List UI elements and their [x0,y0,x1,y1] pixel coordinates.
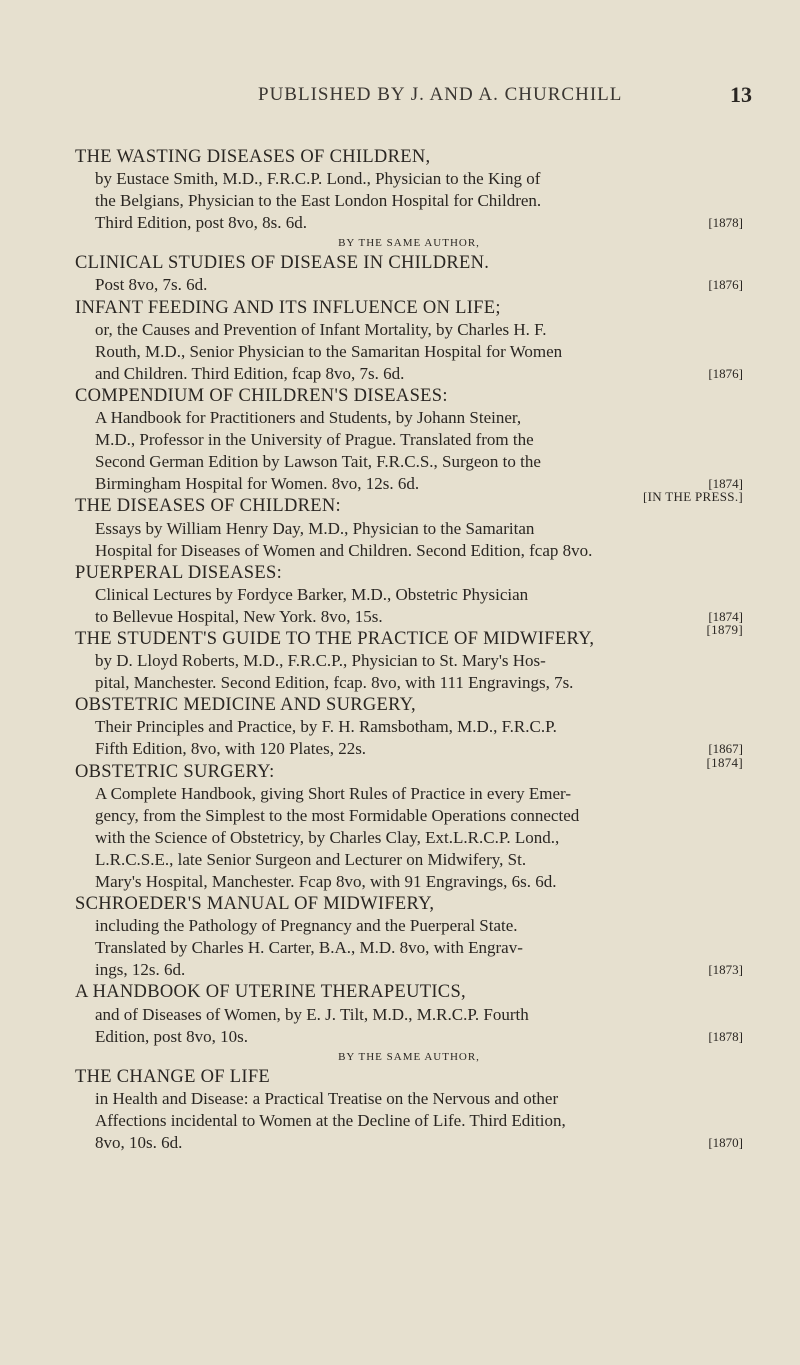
entry-title [75,754,743,783]
catalogue-entry [75,893,743,981]
entry-description-text: Post 8vo, 7s. 6d. [95,275,208,295]
entry-description-line [75,716,743,738]
entry-description-text: Their Principles and Practice, by F. H. Ramsbotham, M.D., F.R.C.P. [95,717,557,737]
entry-title [75,621,743,650]
entry-description-text: or, the Causes and Prevention of Infant Mortality, by Charles H. F. [95,319,547,339]
entry-title [75,981,743,1003]
entry-description-line [75,451,743,473]
entry-description-text: Essays by William Henry Day, M.D., Physician to the Samaritan [95,518,535,538]
entry-description-line [75,168,743,190]
catalogue-entries [75,146,743,1154]
entry-title-text: THE CHANGE OF LIFE [75,1066,271,1087]
entry-description-line [75,190,743,212]
entry-description-text: A Complete Handbook, giving Short Rules of Practice in every Emer- [95,783,572,803]
entry-title-text: SCHROEDER'S MANUAL OF MIDWIFERY, [75,894,435,915]
entry-description-text: Translated by Charles H. Carter, B.A., M.D. 8vo, with Engrav- [95,938,523,958]
entry-description-line [75,584,743,606]
entry-title [75,694,743,716]
entry-year: [1879] [706,621,743,637]
entry-description-line [75,738,743,760]
entry-description-text: Birmingham Hospital for Women. 8vo, 12s. 6d. [95,474,420,494]
entry-title [75,385,743,407]
catalogue-entry [75,252,743,296]
entry-description-text: with the Science of Obstetricy, by Charles Clay, Ext.L.R.C.P. Lond., [95,827,560,847]
entry-description-line [75,429,743,451]
entry-year: [1867] [708,741,743,757]
author-note: BY THE SAME AUTHOR, [338,1050,480,1063]
entry-year: [1876] [708,277,743,293]
entry-description-text: and of Diseases of Women, by E. J. Tilt, M.D., M.R.C.P. Fourth [95,1004,529,1024]
entry-description-line [75,915,743,937]
entry-description-text: 8vo, 10s. 6d. [95,1133,183,1153]
entry-description-text: Affections incidental to Women at the Decline of Life. Third Edition, [95,1110,566,1130]
entry-description-text: by D. Lloyd Roberts, M.D., F.R.C.P., Physician to St. Mary's Hos- [95,651,546,671]
entry-description-line [75,341,743,363]
entry-year: [IN THE PRESS.] [643,489,743,505]
entry-description-line [75,518,743,540]
entry-description-text: Second German Edition by Lawson Tait, F.R.C.S., Surgeon to the [95,452,541,472]
entry-title-text: THE STUDENT'S GUIDE TO THE PRACTICE OF MIDWIFERY, [75,628,595,649]
entry-title-text: A HANDBOOK OF UTERINE THERAPEUTICS, [75,982,466,1003]
entry-description-text: M.D., Professor in the University of Prague. Translated from the [95,430,534,450]
catalogue-entry [75,694,743,760]
catalogue-entry [75,385,743,495]
entry-description-text: and Children. Third Edition, fcap 8vo, 7s. 6d. [95,363,405,383]
page-number: 13 [730,82,752,107]
author-note: BY THE SAME AUTHOR, [338,237,480,250]
catalogue-entry [75,146,743,234]
running-title: PUBLISHED BY J. AND A. CHURCHILL [258,84,623,105]
catalogue-entry [75,297,743,385]
entry-description-text: to Bellevue Hospital, New York. 8vo, 15s. [95,606,383,626]
entry-description-text: L.R.C.S.E., late Senior Surgeon and Lecturer on Midwifery, St. [95,849,527,869]
entry-description-line [75,319,743,341]
entry-title [75,252,743,274]
entry-description-line [75,959,743,981]
entry-year: [1876] [708,365,743,381]
entry-description-line [75,606,743,628]
entry-description-line [75,805,743,827]
entry-year: [1870] [708,1135,743,1151]
entry-title-text: OBSTETRIC SURGERY: [75,761,275,782]
entry-description-line [75,650,743,672]
entry-description-line [75,937,743,959]
entry-description-text: gency, from the Simplest to the most Formidable Operations connected [95,805,580,825]
entry-description-text: in Health and Disease: a Practical Treatise on the Nervous and other [95,1088,559,1108]
entry-title-text: CLINICAL STUDIES OF DISEASE IN CHILDREN. [75,253,490,274]
entry-title [75,1066,743,1088]
entry-description-text: Edition, post 8vo, 10s. [95,1026,249,1046]
entry-description-line [75,1088,743,1110]
catalogue-entry [75,621,743,694]
entry-description-text: pital, Manchester. Second Edition, fcap. 8vo, with 111 Engravings, 7s. [95,673,574,693]
entry-description-line [75,540,743,562]
catalogue-entry [75,489,743,561]
entry-title-text: PUERPERAL DISEASES: [75,562,283,583]
entry-year: [1874] [708,608,743,624]
catalogue-entry [75,1066,743,1154]
entry-title-text: INFANT FEEDING AND ITS INFLUENCE ON LIFE; [75,297,501,318]
entry-description-line [75,1132,743,1154]
entry-description-line [75,212,743,234]
entry-description-text: the Belgians, Physician to the East London Hospital for Children. [95,191,542,211]
entry-description-text: ings, 12s. 6d. [95,960,186,980]
entry-description-line [75,1004,743,1026]
entry-description-line [75,274,743,296]
entry-title [75,489,743,517]
entry-description-line [75,1026,743,1048]
entry-year: [1873] [708,962,743,978]
entry-title [75,893,743,915]
entry-year: [1878] [708,1028,743,1044]
entry-description-line [75,827,743,849]
entry-title-text: THE WASTING DISEASES OF CHILDREN, [75,147,431,167]
entry-description-text: including the Pathology of Pregnancy and the Puerperal State. [95,916,518,936]
entry-year: [1878] [708,215,743,231]
entry-description-text: Fifth Edition, 8vo, with 120 Plates, 22s. [95,739,367,759]
entry-description-line [75,407,743,429]
entry-description-text: Mary's Hospital, Manchester. Fcap 8vo, with 91 Engravings, 6s. 6d. [95,872,557,891]
entry-description-text: Hospital for Diseases of Women and Children. Second Edition, fcap 8vo. [95,540,593,560]
entry-description-line [75,363,743,385]
entry-title [75,146,743,168]
entry-description-text: Clinical Lectures by Fordyce Barker, M.D., Obstetric Physician [95,584,529,604]
entry-description-text: by Eustace Smith, M.D., F.R.C.P. Lond., Physician to the King of [95,169,541,189]
entry-title [75,297,743,319]
entry-year: [1874] [706,754,743,770]
entry-title [75,562,743,584]
entry-year: [1874] [708,476,743,492]
entry-description-text: Third Edition, post 8vo, 8s. 6d. [95,213,308,233]
entry-title-text: COMPENDIUM OF CHILDREN'S DISEASES: [75,385,448,406]
entry-title-text: OBSTETRIC MEDICINE AND SURGERY, [75,695,416,716]
catalogue-entry [75,754,743,894]
catalogue-entry [75,981,743,1047]
entry-description-text: A Handbook for Practitioners and Students, by Johann Steiner, [95,408,522,428]
entry-description-line [75,783,743,805]
entry-description-line [75,871,743,893]
entry-description-line [75,849,743,871]
entry-description-line [75,672,743,694]
catalogue-entry [75,562,743,628]
entry-description-line [75,1110,743,1132]
entry-title-text: THE DISEASES OF CHILDREN: [75,496,341,517]
entry-description-text: Routh, M.D., Senior Physician to the Samaritan Hospital for Women [95,341,563,361]
